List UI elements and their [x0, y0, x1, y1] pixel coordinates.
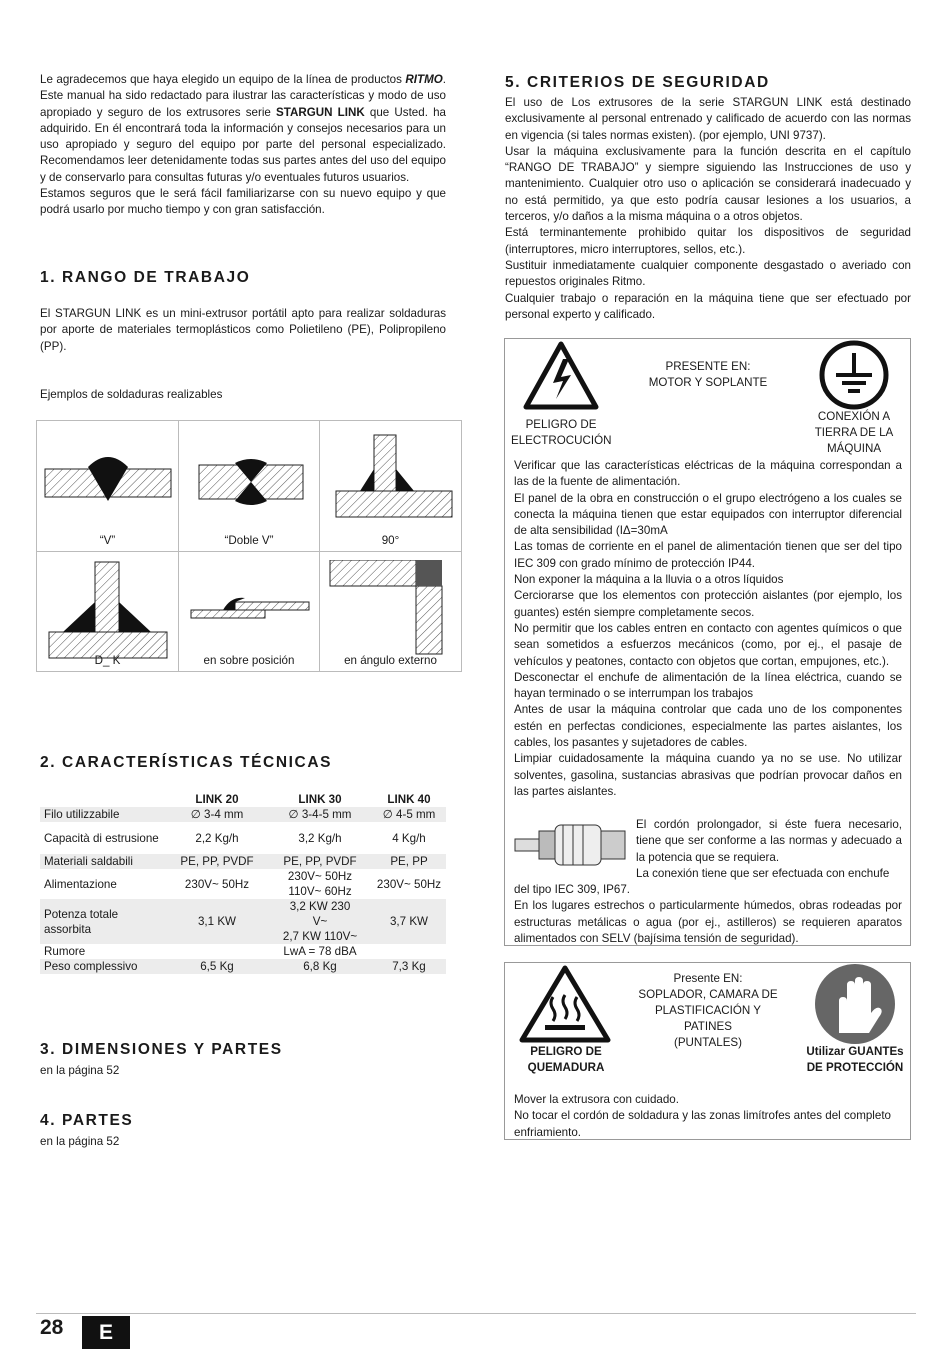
- electrical-text: [514, 458, 902, 800]
- electric-hazard-icon: [523, 341, 599, 411]
- weld-example-double-v: [179, 421, 320, 552]
- row-label: Potenza totale assorbita: [40, 899, 166, 944]
- cell-line: 2,7 KW 110V~: [282, 930, 358, 943]
- cell: ∅ 3-4-5 mm: [268, 807, 372, 822]
- row-label: Filo utilizzabile: [40, 807, 166, 822]
- weld-example-external-corner: [320, 552, 461, 671]
- cell: [268, 869, 372, 899]
- caption-dk: D_ K: [94, 653, 121, 667]
- table-row: [40, 854, 446, 869]
- cell: [372, 944, 446, 959]
- table-row: [40, 869, 446, 899]
- plug-paragraph: El cordón prolongador, si éste fuera necesario, tiene que ser conforme a las normas y adecuado a la potencia que se requiera.: [636, 818, 902, 864]
- hot-surface-icon: [519, 965, 611, 1043]
- cell: 6,5 Kg: [166, 959, 268, 974]
- table-header-row: [40, 791, 446, 807]
- electrical-paragraph: Verificar que las características eléctricas de la máquina correspondan a las de la fuente de alimentación.: [514, 459, 902, 489]
- page-number: 28: [40, 1316, 64, 1339]
- weld-overlap-icon: [185, 560, 315, 640]
- cell: 3,7 KW: [372, 899, 446, 944]
- electrical-paragraph: Cerciorarse que los elementos con protección aislantes (por ejemplo, los guantes) estén siempre completamente secos.: [514, 589, 902, 619]
- plug-paragraph: La conexión tiene que ser efectuada con enchufe: [636, 866, 890, 880]
- weld-v-icon: [43, 429, 173, 519]
- burn-safety-box: [504, 962, 911, 1140]
- present-in-parts: MOTOR Y SOPLANTE: [648, 376, 768, 389]
- cell: 4 Kg/h: [392, 831, 426, 845]
- weld-external-corner-icon: [326, 560, 456, 655]
- table-header-link30: LINK 30: [298, 792, 342, 806]
- language-tab: E: [82, 1316, 130, 1349]
- burn-paragraph: No tocar el cordón de soldadura y las zonas limítrofes antes del completo enfriamiento.: [514, 1109, 891, 1139]
- examples-label: Ejemplos de soldaduras realizables: [40, 388, 223, 401]
- cell: 230V~ 50Hz: [376, 877, 442, 891]
- cell-line: 3,2 KW 230: [289, 900, 351, 913]
- cell-line: 110V~ 60Hz: [288, 885, 352, 898]
- burn-present-in: [633, 971, 783, 1051]
- left-column: [40, 72, 446, 219]
- section-2-title: 2. CARACTERÍSTICAS TÉCNICAS: [40, 754, 333, 771]
- section-5-title: 5. CRITERIOS DE SEGURIDAD: [505, 74, 770, 91]
- spec-table: [40, 791, 446, 974]
- electrical-paragraph: El panel de la obra en construcción o el grupo electrógeno a los cuales se conecta la máquina tienen que estar equipados con interruptor diferencial de alta sensibilidad (IΔ=30mA: [514, 491, 902, 538]
- cell: [166, 944, 268, 959]
- electrical-text-end: [514, 882, 902, 947]
- row-label: Materiali saldabili: [40, 854, 166, 869]
- present-line: Presente EN:: [673, 972, 743, 985]
- table-row: [40, 807, 446, 822]
- gloves-label: Utilizar GUANTEs DE PROTECCIÓN: [806, 1045, 904, 1074]
- cell: PE, PP, PVDF: [166, 854, 268, 869]
- welding-examples-grid: [36, 420, 462, 672]
- section-3-title: 3. DIMENSIONES Y PARTES: [40, 1041, 283, 1058]
- table-header-link40: LINK 40: [387, 792, 431, 806]
- footer-divider: [36, 1313, 916, 1314]
- table-header-link20: LINK 20: [195, 792, 239, 806]
- row-label: Peso complessivo: [40, 959, 166, 974]
- electrocution-label: PELIGRO DE ELECTROCUCIÓN: [511, 418, 612, 447]
- cell: 7,3 Kg: [372, 959, 446, 974]
- electrical-safety-box: [504, 338, 911, 946]
- caption-external-corner: en ángulo externo: [344, 653, 437, 667]
- section-4-title: 4. PARTES: [40, 1112, 134, 1129]
- table-row: [40, 944, 446, 959]
- cell: [268, 899, 372, 944]
- cell: 2,2 Kg/h: [195, 831, 239, 845]
- electrical-paragraph: En los lugares estrechos o particularmente húmedos, obras rodeadas por estructuras metálicas o agua (por ej., astilleros) se requieren aparatos alimentados con SELV (bajísima tensión de seguridad).: [514, 899, 902, 945]
- plug-text: [636, 817, 902, 882]
- burn-text: [514, 1092, 902, 1141]
- present-in-title: PRESENTE EN:: [665, 360, 751, 373]
- gloves-icon: [813, 963, 897, 1045]
- section-5-paragraph: Cualquier trabajo o reparación en la máquina tiene que ser efectuado por personal experto y calificado.: [505, 291, 911, 321]
- table-row: [40, 899, 446, 944]
- caption-overlap: en sobre posición: [203, 653, 295, 667]
- caption-90: 90°: [381, 533, 400, 547]
- weld-example-90: [320, 421, 461, 552]
- electrical-paragraph: Las tomas de corriente en el panel de alimentación tienen que ser del tipo IEC 309 con grado mínimo de protección IP44.: [514, 540, 902, 570]
- weld-example-dk: [37, 552, 179, 671]
- plug-paragraph: del tipo IEC 309, IP67.: [514, 883, 631, 896]
- table-header-empty: [40, 791, 166, 807]
- weld-dk-icon: [43, 560, 173, 660]
- electrical-paragraph: Antes de usar la máquina controlar que cada uno de los componentes estén en perfectas condiciones, especialmente las partes aislantes, los cables, los pasantes y sujetadores de cables.: [514, 703, 902, 750]
- caption-double-v: “Doble V”: [224, 533, 274, 547]
- section-4-subtitle: en la página 52: [40, 1135, 120, 1148]
- present-line: SOPLADOR, CAMARA DE: [638, 988, 778, 1001]
- present-line: (PUNTALES): [673, 1036, 743, 1049]
- burn-paragraph: Mover la extrusora con cuidado.: [514, 1093, 679, 1106]
- section-5-paragraph: Sustituir inmediatamente cualquier componente desgastado o averiado con repuestos originales Ritmo.: [505, 258, 911, 289]
- section-1-title: 1. RANGO DE TRABAJO: [40, 269, 251, 286]
- cell: ∅ 4-5 mm: [372, 807, 446, 822]
- electrical-paragraph: Limpiar cuidadosamente la máquina cuando ya no se use. No utilizar solventes, gasolina, sustancias abrasivas que podrían provocar daños en las partes aislantes.: [514, 752, 902, 798]
- burn-label: PELIGRO DE QUEMADURA: [527, 1045, 605, 1074]
- electrical-paragraph: No permitir que los cables entren en contacto con agentes químicos o que sean sometidos a esfuerzos mecánicos (como, por ej., el pasaje de vehículos y peatones, contacto con objetos que cortan, empujones, etc.).: [514, 621, 902, 668]
- weld-example-v: [37, 421, 179, 552]
- industrial-plug-icon: [513, 817, 628, 875]
- electrical-paragraph: Non exponer la máquina a la lluvia o a otros líquidos: [514, 573, 784, 587]
- row-label: Rumore: [44, 945, 86, 958]
- intro-paragraph-2: Estamos seguros que le será fácil familiarizarse con su nuevo equipo y que podrá usarlo por mucho tiempo y con gran satisfacción.: [40, 187, 446, 217]
- weld-double-v-icon: [185, 429, 315, 519]
- section-3-subtitle: en la página 52: [40, 1064, 120, 1077]
- table-row: [40, 959, 446, 974]
- section-5-body: [505, 95, 911, 323]
- cell: PE, PP, PVDF: [268, 854, 372, 869]
- caption-v: “V”: [99, 533, 116, 547]
- present-in-label: [635, 359, 781, 391]
- weld-90-icon: [326, 429, 456, 529]
- row-label: Alimentazione: [44, 877, 117, 891]
- cell: 230V~ 50Hz: [184, 877, 250, 891]
- section-5-paragraph: El uso de Los extrusores de la serie STARGUN LINK está destinado exclusivamente al personal entrenado y calificado de acuerdo con las normas en vigencia (si tales normas existen). (por ejemplo, UNI 9737).: [505, 96, 911, 142]
- electrical-paragraph: Desconectar el enchufe de alimentación de la línea eléctrica, cuando se hayan terminado o se interrumpan los trabajos: [514, 670, 902, 701]
- present-line: PLASTIFICACIÓN Y PATINES: [654, 1004, 762, 1033]
- cell: ∅ 3-4 mm: [166, 807, 268, 822]
- intro-paragraph: Le agradecemos que haya elegido un equipo de la línea de productos RITMO. Este manual ha sido redactado para ilustrar las características y modo de uso apropiado y seguro de los extrusores serie STARGUN LINK que Usted. ha adquirido. En él encontrará toda la información y consejos necesarios para un uso apropiado y seguro del equipo por parte del personal especializado. Recomendamos leer detenidamente todas sus partes antes del uso del equipo y de conservarlo para consultas futuras y/o eventuales futuros usuarios.: [40, 73, 446, 184]
- ground-connection-icon: [818, 339, 890, 411]
- section-5-paragraph: Usar la máquina exclusivamente para la función descrita en el capítulo “RANGO DE TRABAJO” y siempre siguiendo las Instrucciones de uso y mantenimiento. Cualquier otro uso o aplicación se considerará inadecuado y no está permitido, ya que esto podría causar lesiones a los usuarios, a terceros, y/o daños a la misma máquina o a otros objetos.: [505, 144, 911, 224]
- table-row: [40, 822, 446, 854]
- row-label: Capacità di estrusione: [44, 831, 159, 845]
- cell-line: V~: [312, 915, 328, 928]
- cell: PE, PP: [372, 854, 446, 869]
- cell: 3,1 KW: [166, 899, 268, 944]
- weld-example-overlap: [179, 552, 320, 671]
- cell-line: 230V~ 50Hz: [287, 870, 353, 883]
- cell: 3,2 Kg/h: [298, 831, 342, 845]
- cell: 6,8 Kg: [268, 959, 372, 974]
- ground-label: CONEXIÓN A TIERRA DE LA MÁQUINA: [814, 410, 894, 455]
- section-5-paragraph: Está terminantemente prohibido quitar los dispositivos de seguridad (interruptores, micro interruptores, sellos, etc.).: [505, 226, 911, 256]
- section-1-text: El STARGUN LINK es un mini-extrusor portátil apto para realizar soldaduras por aporte de materiales termoplásticos como Polietileno (PE), Polipropileno (PP).: [40, 307, 446, 353]
- cell: LwA = 78 dBA: [283, 945, 357, 958]
